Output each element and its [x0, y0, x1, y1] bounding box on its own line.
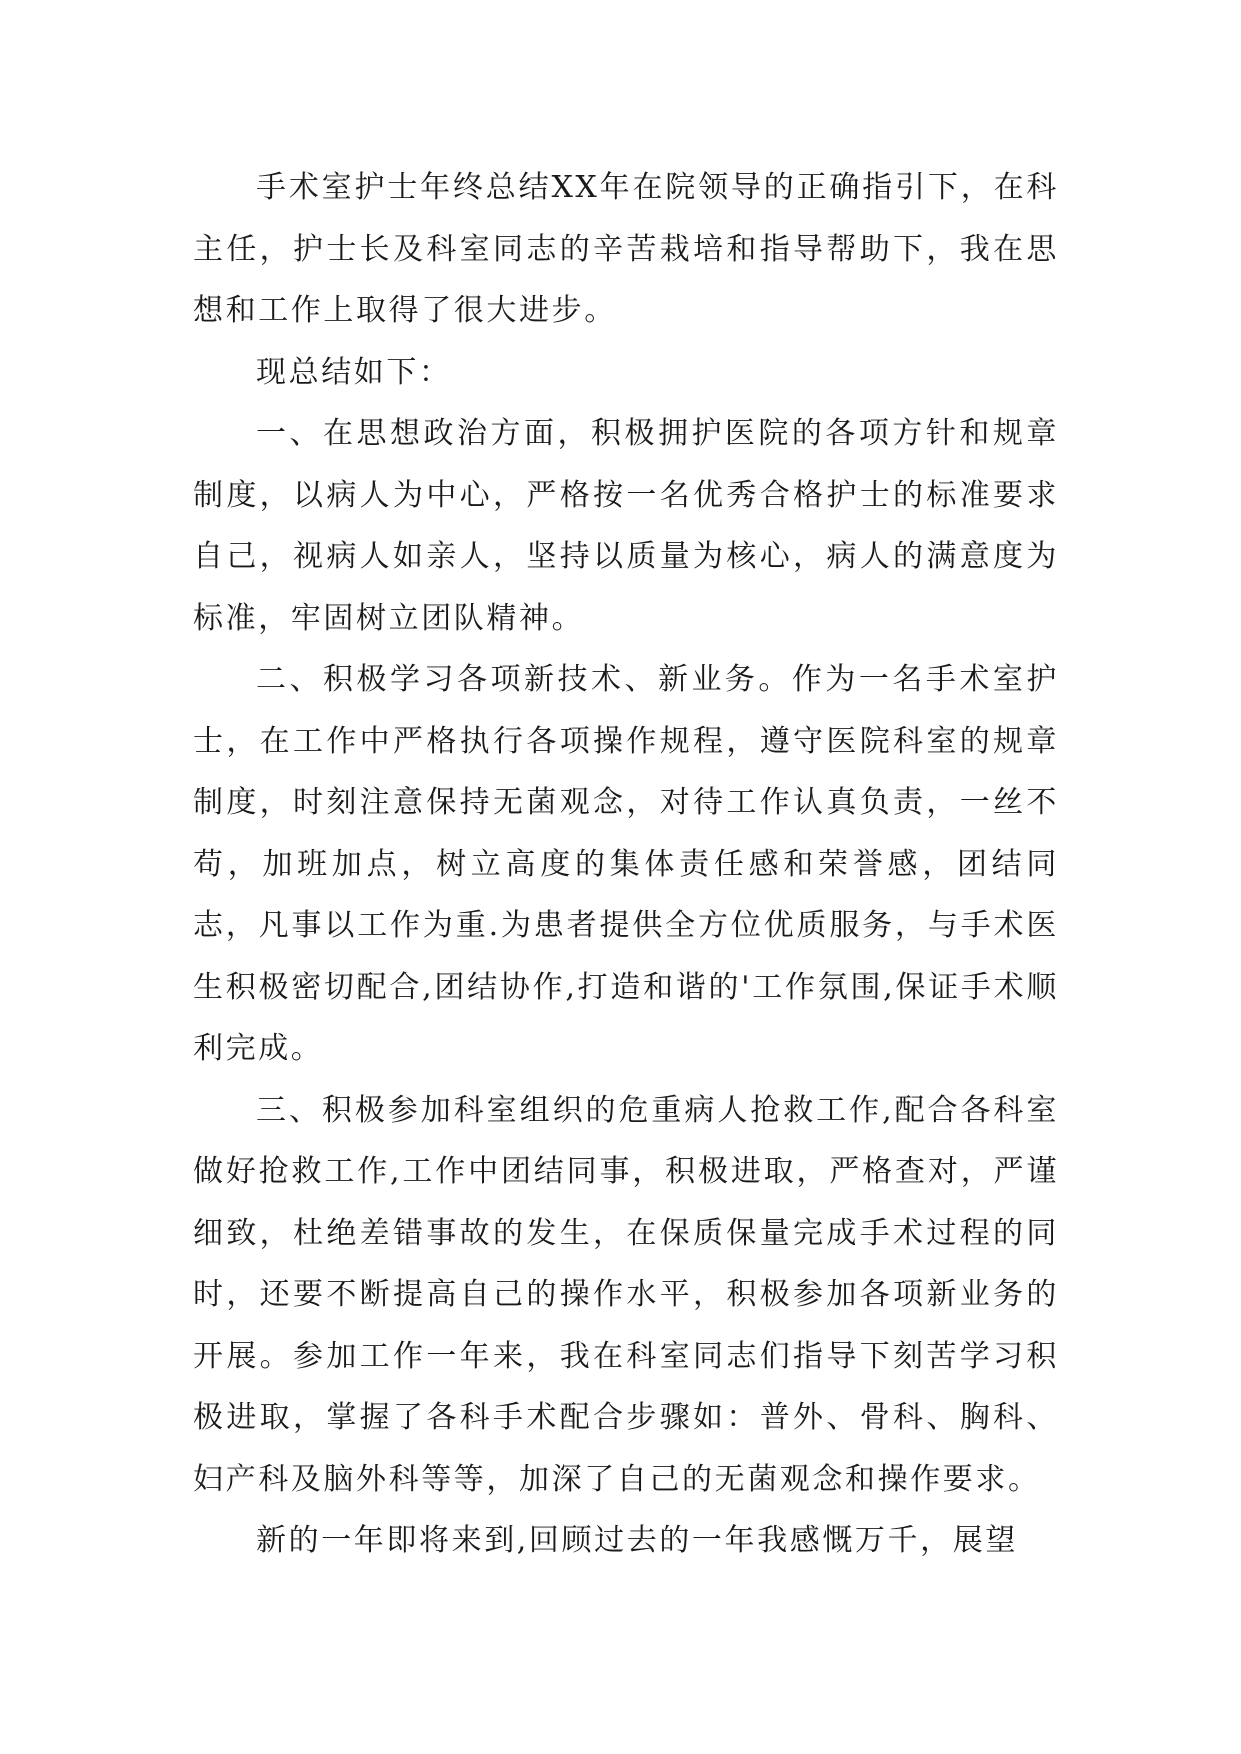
- paragraph-section-two: 二、积极学习各项新技术、新业务。作为一名手术室护士，在工作中严格执行各项操作规程，遵守医院科室的规章制度，时刻注意保持无菌观念，对待工作认真负责，一丝不苟，加班加点，树立高度的集体责任感和荣誉感，团结同志，凡事以工作为重.为患者提供全方位优质服务，与手术医生积极密切配合,团结协作,打造和谐的'工作氛围,保证手术顺利完成。: [193, 662, 1059, 1066]
- paragraph-summary-heading: 现总结如下：: [256, 354, 452, 390]
- paragraph-intro: 手术室护士年终总结XX年在院领导的正确指引下，在科主任，护士长及科室同志的辛苦栽培和指导帮助下，我在思想和工作上取得了很大进步。: [193, 170, 1059, 328]
- document-body: [193, 157, 1059, 1572]
- paragraph-new-year: 新的一年即将来到,回顾过去的一年我感慨万千，展望: [256, 1523, 1018, 1558]
- paragraph-section-one: 一、在思想政治方面，积极拥护医院的各项方针和规章制度，以病人为中心，严格按一名优秀合格护士的标准要求自己，视病人如亲人，坚持以质量为核心，病人的满意度为标准，牢固树立团队精神。: [193, 416, 1059, 636]
- paragraph-section-three: 三、积极参加科室组织的危重病人抢救工作,配合各科室做好抢救工作,工作中团结同事，积极进取，严格查对，严谨细致，杜绝差错事故的发生，在保质保量完成手术过程的同时，还要不断提高自己的操作水平，积极参加各项新业务的开展。参加工作一年来，我在科室同志们指导下刻苦学习积极进取，掌握了各科手术配合步骤如：普外、骨科、胸科、妇产科及脑外科等等，加深了自己的无菌观念和操作要求。: [193, 1092, 1059, 1497]
